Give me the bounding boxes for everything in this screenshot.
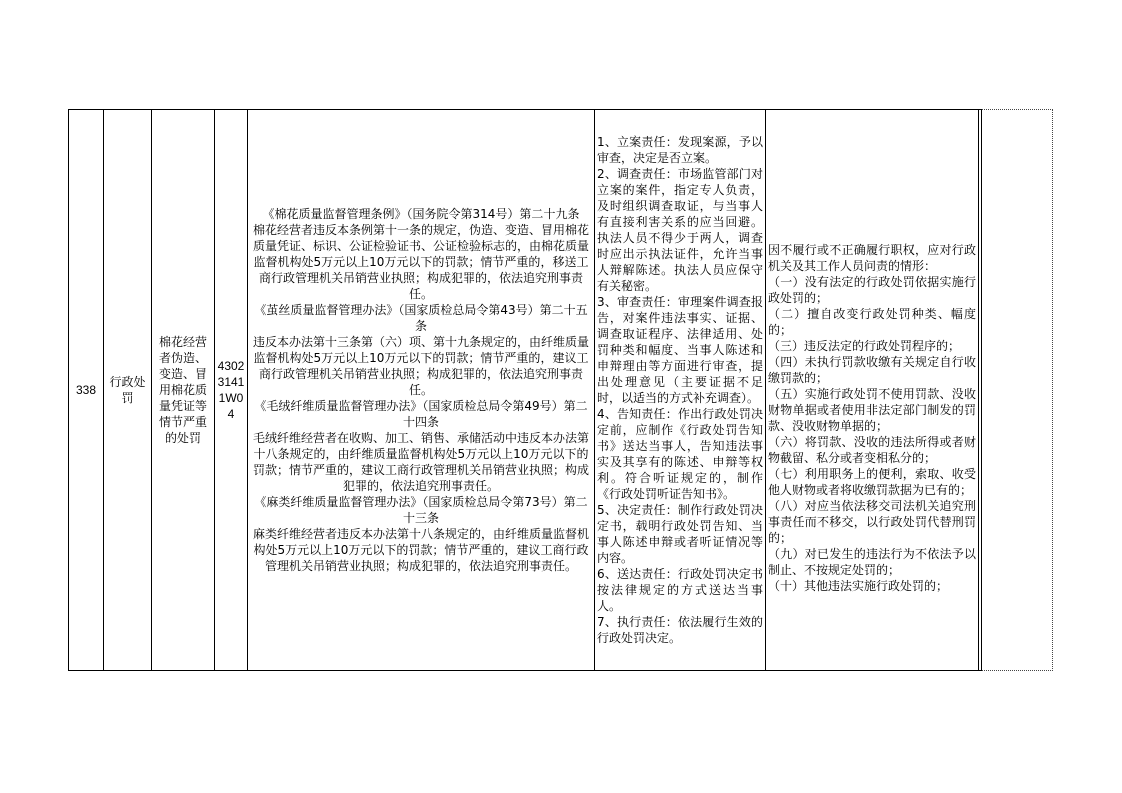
basis-text: 棉花经营者违反本条例第十一条的规定，伪造、变造、冒用棉花质量凭证、标识、公证检验证书、公证检验标志的，由棉花质量监督机构处5万元以上10万元以下的罚款；情节严重的，移送工商行政管理机关吊销营业执照；构成犯罪的，依法追究刑事责任。 — [252, 223, 589, 301]
list-item: 3、审查责任：审理案件调查报告，对案件违法事实、证据、调查取证程序、法律适用、处罚种类和幅度、当事人陈述和申辩理由等方面进行审查，提出处理意见（主要证据不足时，以适当的方式补充调查）。 — [597, 295, 763, 405]
remarks-cell — [979, 110, 982, 671]
list-item: （一）没有法定的行政处罚依据实施行政处罚的； — [768, 274, 976, 305]
legal-basis — [248, 110, 595, 671]
list-item: 6、送达责任：行政处罚决定书按法律规定的方式送达当事人。 — [597, 567, 763, 613]
list-item: （四）未执行罚款收缴有关规定自行收缴罚款的； — [768, 354, 976, 385]
list-item: （六）将罚款、没收的违法所得或者财物截留、私分或者变相私分的； — [768, 434, 976, 465]
list-item: （十）其他违法实施行政处罚的； — [768, 578, 949, 593]
power-list-table — [68, 109, 982, 671]
basis-title: 《茧丝质量监督管理办法》（国家质检总局令第43号）第二十五条 — [254, 303, 588, 333]
power-category: 行政处罚 — [104, 110, 152, 671]
responsibility-list — [595, 110, 766, 671]
list-item: （五）实施行政处罚不使用罚款、没收财物单据或者使用非法定部门制发的罚款、没收财物单据的； — [768, 386, 976, 433]
basis-text: 毛绒纤维经营者在收购、加工、销售、承储活动中违反本办法第十八条规定的，由纤维质量监督机构处5万元以上10万元以下的罚款；情节严重的，建议工商行政管理机关吊销营业执照；构成犯罪的，依法追究刑事责任。 — [252, 431, 589, 493]
list-item: 2、调查责任：市场监管部门对立案的案件，指定专人负责，及时组织调查取证，与当事人有直接利害关系的应当回避。执法人员不得少于两人，调查时应出示执法证件，允许当事人辩解陈述。执法人员应保守有关秘密。 — [597, 167, 763, 293]
list-item: 1、立案责任：发现案源，予以审查，决定是否立案。 — [597, 135, 763, 165]
accountability-list — [766, 110, 979, 671]
list-item: （三）违反法定的行政处罚程序的； — [768, 338, 961, 353]
item-code: 43023141 1W04 — [215, 110, 248, 671]
list-item: 4、告知责任：作出行政处罚决定前，应制作《行政处罚告知书》送达当事人，告知违法事实及其享有的陈述、申辩等权利。符合听证规定的，制作《行政处罚听证告知书》。 — [597, 407, 763, 501]
row-number: 338 — [69, 110, 104, 671]
basis-text: 违反本办法第十三条第（六）项、第十九条规定的，由纤维质量监督机构处5万元以上10万元以下的罚款；情节严重的，建议工商行政管理机关吊销营业执照；构成犯罪的，依法追究刑事责任。 — [252, 335, 589, 397]
accountability-intro: 因不履行或不正确履行职权，应对行政机关及其工作人员问责的情形： — [768, 242, 976, 273]
list-item: （八）对应当依法移交司法机关追究刑事责任而不移交，以行政处罚代替刑罚的； — [768, 498, 976, 545]
basis-title: 《麻类纤维质量监督管理办法》（国家质检总局令第73号）第二十三条 — [254, 495, 588, 525]
list-item: （二）擅自改变行政处罚种类、幅度的； — [768, 306, 976, 337]
basis-title: 《毛绒纤维质量监督管理办法》（国家质检总局令第49号）第二十四条 — [254, 399, 588, 429]
list-item: （九）对已发生的违法行为不依法予以制止、不按规定处罚的； — [768, 546, 976, 577]
basis-title: 《棉花质量监督管理条例》（国务院令第314号）第二十九条 — [262, 207, 580, 221]
list-item: （七）利用职务上的便利，索取、收受他人财物或者将收缴罚款据为已有的； — [768, 466, 976, 497]
basis-text: 麻类纤维经营者违反本办法第十八条规定的，由纤维质量监督机构处5万元以上10万元以下的罚款；情节严重的，建议工商行政管理机关吊销营业执照；构成犯罪的，依法追究刑事责任。 — [252, 527, 589, 573]
list-item: 5、决定责任：制作行政处罚决定书，载明行政处罚告知、当事人陈述申辩或者听证情况等内容。 — [597, 503, 763, 565]
table-row — [69, 110, 982, 671]
list-item: 7、执行责任：依法履行生效的行政处罚决定。 — [597, 615, 763, 645]
item-name: 棉花经营者伪造、变造、冒用棉花质量凭证等情节严重的处罚 — [152, 110, 215, 671]
